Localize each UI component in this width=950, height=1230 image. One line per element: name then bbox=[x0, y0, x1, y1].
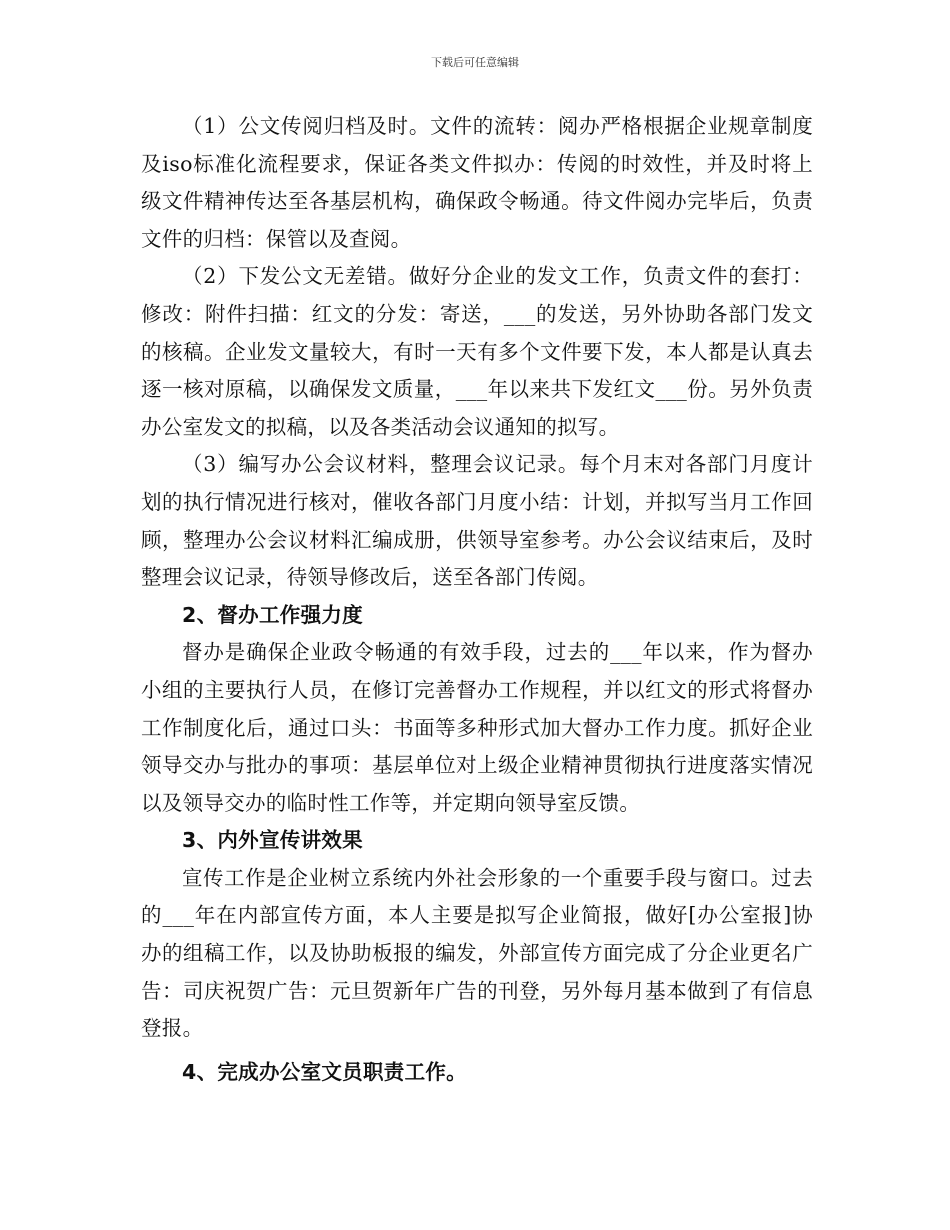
section-heading-supervision: 2、督办工作强力度 bbox=[182, 602, 363, 627]
paragraph-publicity: 宣传工作是企业树立系统内外社会形象的一个重要手段与窗口。过去的___年在内部宣传方面，本人主要是拟写企业简报，做好[办公室报]协办的组稿工作，以及协助板报的编发，外部宣传方面完成了分企业更名广告：司庆祝贺广告：元旦贺新年广告的刊登，另外每月基本做到了有信息登报。 bbox=[141, 865, 813, 1041]
header-note: 下载后可任意编辑 bbox=[431, 56, 519, 69]
paragraph-supervision: 督办是确保企业政令畅通的有效手段，过去的___年以来，作为督办小组的主要执行人员，在修订完善督办工作规程，并以红文的形式将督办工作制度化后，通过口头：书面等多种形式加大督办工作力度。抓好企业领导交办与批办的事项：基层单位对上级企业精神贯彻执行进度落实情况以及领导交办的临时性工作等，并定期向领导室反馈。 bbox=[141, 640, 813, 815]
section-heading-publicity: 3、内外宣传讲效果 bbox=[182, 828, 363, 853]
document-body bbox=[141, 108, 813, 1091]
paragraph-document-circulation: （1）公文传阅归档及时。文件的流转：阅办严格根据企业规章制度及iso标准化流程要求，保证各类文件拟办：传阅的时效性，并及时将上级文件精神传达至各基层机构，确保政令畅通。待文件阅办完毕后，负责文件的归档：保管以及查阅。 bbox=[141, 114, 813, 251]
paragraph-meeting-materials: （3）编写办公会议材料，整理会议记录。每个月末对各部门月度计划的执行情况进行核对，催收各部门月度小结：计划，并拟写当月工作回顾，整理办公会议材料汇编成册，供领导室参考。办公会议结束后，及时整理会议记录，待领导修改后，送至各部门传阅。 bbox=[141, 452, 813, 590]
paragraph-document-issuance: （2）下发公文无差错。做好分企业的发文工作，负责文件的套打：修改：附件扫描：红文的分发：寄送，___的发送，另外协助各部门发文的核稿。企业发文量较大，有时一天有多个文件要下发，本人都是认真去逐一核对原稿，以确保发文质量，___年以来共下发红文___份。另外负责办公室发文的拟稿，以及各类活动会议通知的拟写。 bbox=[141, 264, 813, 439]
section-heading-clerk-duties: 4、完成办公室文员职责工作。 bbox=[182, 1059, 467, 1084]
